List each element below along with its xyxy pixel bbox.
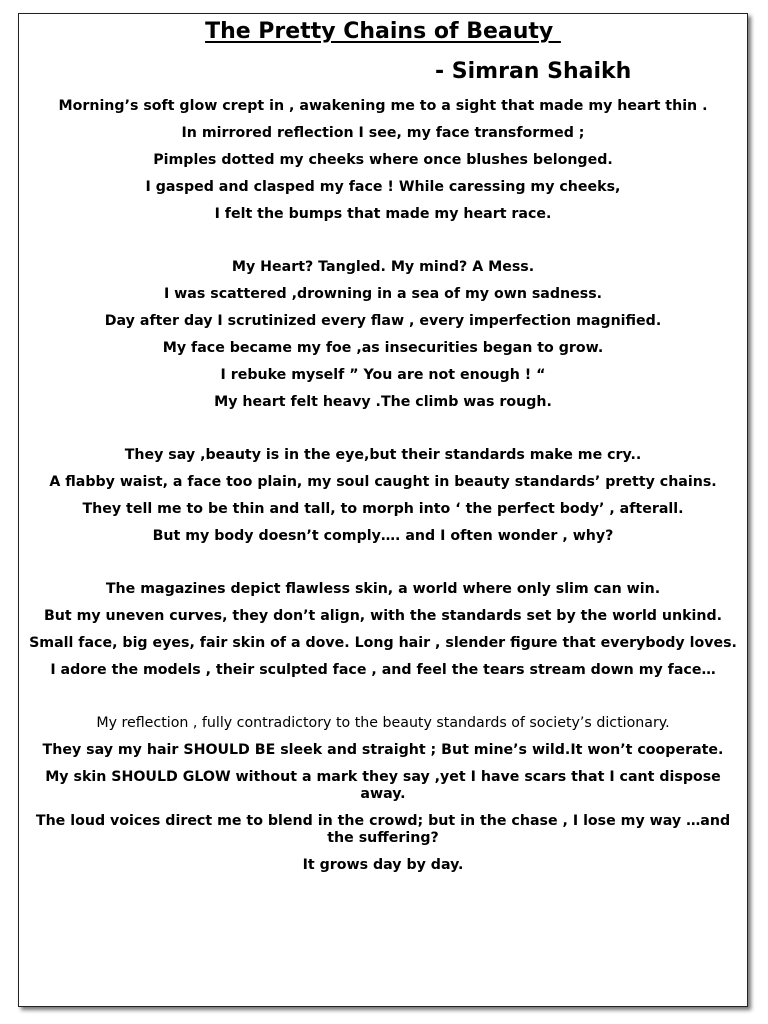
poem-author: - Simran Shaikh [435,59,632,84]
poem-line: They tell me to be thin and tall, to morph into ‘ the perfect body’ , afterall. [82,501,684,517]
poem-line: But my uneven curves, they don’t align, with the standards set by the world unkind. [43,608,723,624]
stanza-4 [29,581,737,679]
poem-line: A flabby waist, a face too plain, my soul caught in beauty standards’ pretty chains. [49,474,717,490]
stanza-3 [29,447,737,545]
poem-title-text: The Pretty Chains of Beauty [205,19,561,44]
poem-line: They say my hair SHOULD BE sleek and straight ; But mine’s wild.It won’t cooperate. [42,742,724,758]
poem-line: I adore the models , their sculpted face , and feel the tears stream down my face… [50,662,716,678]
poem-line: My face became my foe ,as insecurities began to grow. [162,340,604,356]
poem-line: I felt the bumps that made my heart race. [214,206,552,222]
poem-line: The loud voices direct me to blend in the crowd; but in the chase , I lose my way …and the suffering? [35,813,731,846]
poem-line: Day after day I scrutinized every flaw , every imperfection magnified. [104,313,662,329]
poem-line: But my body doesn’t comply…. and I often wonder , why? [152,528,614,544]
document-page [18,13,748,1007]
poem-line: My heart felt heavy .The climb was rough. [214,394,552,410]
stanza-gap [29,233,737,259]
stanza-2 [29,259,737,411]
poem-line: My reflection , fully contradictory to the beauty standards of society’s dictionary. [96,715,670,731]
stanza-1 [29,98,737,223]
poem-line: They say ,beauty is in the eye,but their standards make me cry.. [124,447,642,463]
poem-line: Pimples dotted my cheeks where once blushes belonged. [153,152,613,168]
poem-line: Small face, big eyes, fair skin of a dove. Long hair , slender figure that everybody loves. [29,635,737,651]
poem-line: I was scattered ,drowning in a sea of my own sadness. [163,286,603,302]
poem-line: The magazines depict flawless skin, a world where only slim can win. [105,581,661,597]
poem-line: I rebuke myself ” You are not enough ! “ [220,367,546,383]
stanza-gap [29,689,737,715]
poem-title [19,18,747,46]
poem-line: In mirrored reflection I see, my face transformed ; [181,125,585,141]
poem-line: Morning’s soft glow crept in , awakening me to a sight that made my heart thin . [58,98,708,114]
poem-line: My Heart? Tangled. My mind? A Mess. [231,259,535,275]
poem-line: I gasped and clasped my face ! While caressing my cheeks, [145,179,621,195]
poem-line: My skin SHOULD GLOW without a mark they say ,yet I have scars that I cant dispose away. [45,769,721,802]
stanza-gap [29,421,737,447]
stanza-gap [29,555,737,581]
stanza-5 [29,715,737,874]
poem-body [29,98,737,884]
poem-line: It grows day by day. [302,857,464,873]
